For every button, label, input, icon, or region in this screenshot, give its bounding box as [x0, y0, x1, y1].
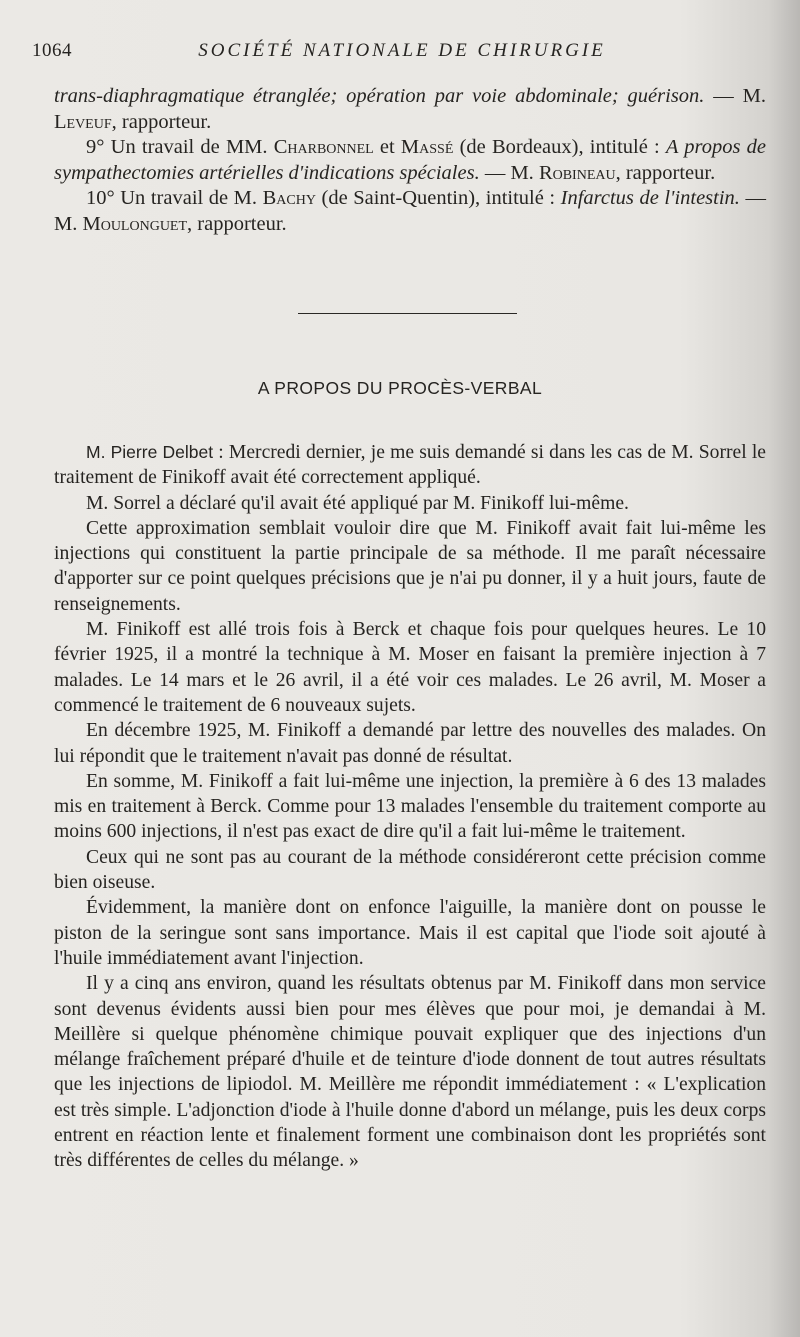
role-text: , rapporteur.: [615, 161, 716, 184]
rapporteur-name: Moulonguet: [82, 212, 188, 235]
main-text: [54, 440, 766, 1174]
intro-text: [54, 84, 766, 237]
main-paragraph: Évidemment, la manière dont on enfonce l'aiguille, la manière dont on pousse le piston de la seringue sont sans importance. Mais il est capital que l'iode soit ajouté à l'huile immédiatement avant l'injection.: [54, 897, 766, 969]
rapporteur-name: Leveuf: [54, 110, 112, 133]
main-paragraph: Il y a cinq ans environ, quand les résultats obtenus par M. Finikoff dans mon service sont devenus évidents aussi bien pour mes élèves que pour moi, je demandai à M. Meillère si quelque phénomène chimique pouvait expliquer que des injections d'un mélange fraîchement préparé d'huile et de teinture d'iode donnent de tout autres résultats que les injections de lipiodol. M. Meillère me répondit immédiatement : « L'explication est très simple. L'adjonction d'iode à l'huile donne d'abord un mélange, puis les deux corps entrent en réaction lente et finalement forment une combinaison dont les propriétés sont très différentes de celles du mélange. »: [54, 973, 766, 1172]
tail-text: (de Bordeaux), intitulé :: [453, 136, 666, 158]
main-paragraph: [54, 440, 766, 491]
dash-text: — M.: [479, 161, 539, 184]
intro-paragraph-2: [54, 135, 766, 186]
dash-text: — M.: [704, 85, 766, 107]
running-title: SOCIÉTÉ NATIONALE DE CHIRURGIE: [198, 40, 606, 61]
tail-text: (de Saint-Quentin), intitulé :: [315, 187, 561, 209]
lead-text: 10° Un travail de M.: [86, 187, 263, 209]
main-paragraph: En somme, M. Finikoff a fait lui-même une injection, la première à 6 des 13 malades mis en traitement à Berck. Comme pour 13 malades l'ensemble du traitement comporte au moins 600 injections, il n'est pas exact de dire qu'il a fait lui-même le traitement.: [54, 770, 766, 843]
section-heading: A PROPOS DU PROCÈS-VERBAL: [257, 378, 543, 398]
role-text: , rapporteur.: [111, 110, 212, 133]
work-title: trans-diaphragmatique étranglée; opération par voie abdominale; guérison.: [54, 85, 705, 107]
main-paragraph: M. Sorrel a déclaré qu'il avait été appliqué par M. Finikoff lui-même.: [86, 492, 629, 514]
work-title: A propos de sympathectomies artérielles d'indications spéciales.: [54, 136, 766, 184]
intro-paragraph-1: [54, 84, 766, 135]
author-name: Charbonnel: [273, 136, 374, 158]
speaker-name: M. Pierre Delbet: [86, 442, 214, 462]
connector-text: et: [373, 136, 401, 158]
work-title: Infarctus de l'intestin.: [560, 187, 740, 209]
author-name: Bachy: [262, 187, 316, 209]
intro-paragraph-3: [54, 186, 766, 237]
page-number: 1064: [32, 40, 72, 61]
rapporteur-name: Robineau: [538, 161, 616, 184]
dash-text: — M.: [54, 187, 766, 235]
main-paragraph: M. Finikoff est allé trois fois à Berck et chaque fois pour quelques heures. Le 10 février 1925, il a montré la technique à M. Moser en faisant la première injection à 7 malades. Le 14 mars et le 26 avril, il a été voir ces malades. Le 26 avril, M. Moser a commencé le traitement de 6 nouveaux sujets.: [54, 619, 766, 716]
main-paragraph: Cette approximation semblait vouloir dire que M. Finikoff avait fait lui-même les injections qui constituent la partie principale de sa méthode. Il me paraît nécessaire d'apporter sur ce point quelques précisions que je n'ai pu donner, il y a huit jours, faute de renseignements.: [54, 517, 766, 615]
paragraph-text: : Mercredi dernier, je me suis demandé si dans les cas de M. Sorrel le traitement de Finikoff avait été correctement appliqué.: [54, 442, 766, 489]
lead-text: 9° Un travail de MM.: [86, 136, 274, 158]
page-header: [32, 40, 772, 68]
role-text: , rapporteur.: [187, 212, 287, 235]
main-paragraph: En décembre 1925, M. Finikoff a demandé par lettre des nouvelles des malades. On lui répondit que le traitement n'avait pas donné de résultat.: [54, 720, 766, 767]
main-paragraph: Ceux qui ne sont pas au courant de la méthode considéreront cette précision comme bien oiseuse.: [54, 846, 766, 894]
separator-rule: [298, 313, 517, 314]
author-name: Massé: [400, 136, 454, 158]
